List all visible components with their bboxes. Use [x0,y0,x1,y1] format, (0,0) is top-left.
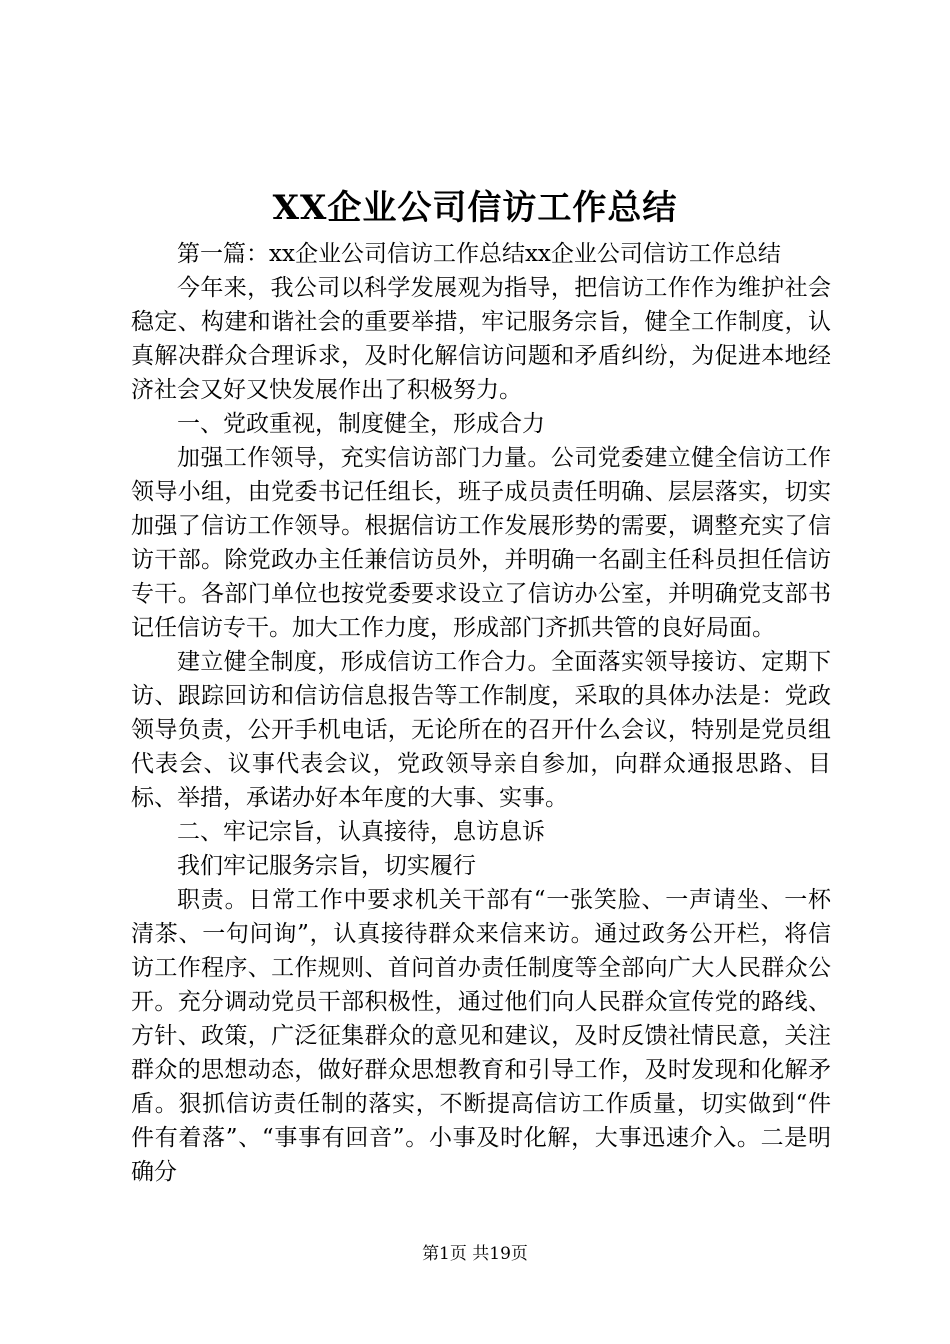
paragraph-intro: 今年来，我公司以科学发展观为指导，把信访工作作为维护社会稳定、构建和谐社会的重要举措，牢记服务宗旨，健全工作制度，认真解决群众合理诉求，及时化解信访问题和矛盾纠纷，为促进本地经济社会又好又快发展作出了积极努力。 [131,275,831,403]
document-title: XX企业公司信访工作总结 [272,188,678,228]
paragraph-system: 建立健全制度，形成信访工作合力。全面落实领导接访、定期下访、跟踪回访和信访信息报告等工作制度，采取的具体办法是：党政领导负责，公开手机电话，无论所在的召开什么会议，特别是党员组代表会、议事代表会议，党政领导亲自参加，向群众通报思路、目标、举措，承诺办好本年度的大事、实事。 [131,649,831,811]
paragraph-purpose: 我们牢记服务宗旨，切实履行 [177,853,476,879]
page-footer: 第1页 共19页 [422,1244,528,1264]
paragraph-leadership: 加强工作领导，充实信访部门力量。公司党委建立健全信访工作领导小组，由党委书记任组长，班子成员责任明确、层层落实，切实加强了信访工作领导。根据信访工作发展形势的需要，调整充实了信访干部。除党政办主任兼信访员外，并明确一名副主任科员担任信访专干。各部门单位也按党委要求设立了信访办公室，并明确党支部书记任信访专干。加大工作力度，形成部门齐抓共管的良好局面。 [131,445,831,641]
paragraph-heading-intro: 第一篇：xx企业公司信访工作总结xx企业公司信访工作总结 [177,241,781,267]
section-heading-2: 二、牢记宗旨，认真接待，息访息诉 [177,819,545,845]
section-heading-1: 一、党政重视，制度健全，形成合力 [177,411,545,437]
document-body [131,237,831,1189]
paragraph-duties: 职责。日常工作中要求机关干部有“一张笑脸、一声请坐、一杯清茶、一句问询”，认真接待群众来信来访。通过政务公开栏，将信访工作程序、工作规则、首问首办责任制度等全部向广大人民群众公开。充分调动党员干部积极性，通过他们向人民群众宣传党的路线、方针、政策，广泛征集群众的意见和建议，及时反馈社情民意，关注群众的思想动态，做好群众思想教育和引导工作，及时发现和化解矛盾。狠抓信访责任制的落实，不断提高信访工作质量，切实做到“件件有着落”、“事事有回音”。小事及时化解，大事迅速介入。二是明确分 [131,887,831,1185]
